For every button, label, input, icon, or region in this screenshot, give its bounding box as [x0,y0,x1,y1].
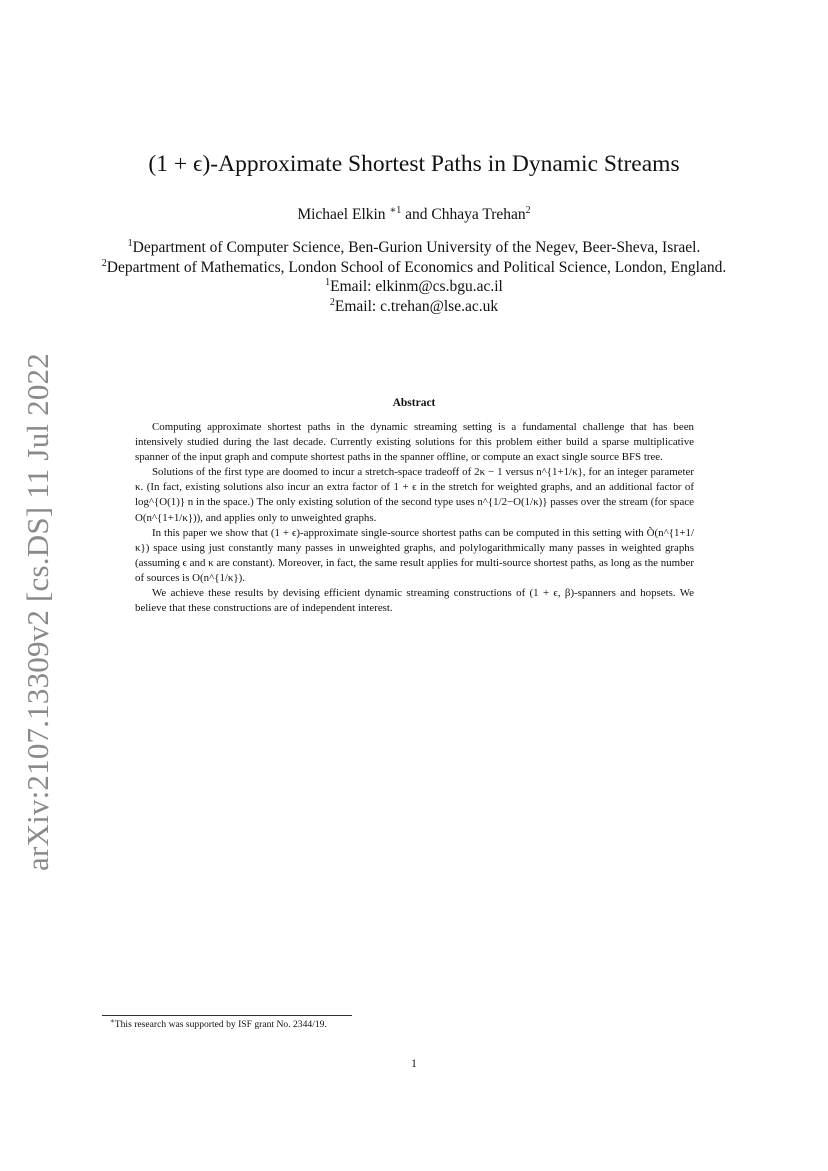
affiliation-mark: 1 [325,276,331,288]
abstract-heading: Abstract [392,397,436,409]
paper-title: (1 + ϵ)-Approximate Shortest Paths in Dynamic Streams [148,151,680,177]
arxiv-identifier-stamp: arXiv:2107.13309v2 [cs.DS] 11 Jul 2022 [20,353,55,871]
abstract-paragraph: Computing approximate shortest paths in the dynamic streaming setting is a fundamental challenge that has been intensively studied during the last decade. Currently existing solutions for this problem either build a sparse multiplicative spanner of the input graph and compute shortest paths in the spanner offline, or compute an exact single source BFS tree. [135,421,694,464]
affiliation-text: Department of Mathematics, London School of Economics and Political Science, London, England. [106,258,727,276]
abstract-paragraph: Solutions of the first type are doomed to incur a stretch-space tradeoff of 2κ − 1 versus n^{1+1/κ}, for an integer parameter κ. (In fact, existing solutions also incur an extra factor of 1 + ϵ in the stretch for weighted graphs, and an additional factor of log^{O(1)} n in the space.) The only existing solution of the second type uses n^{1/2−O(1/κ)} passes over the stream (for space O(n^{1+1/κ})), and applies only to unweighted graphs. [135,466,694,524]
footnote-mark: ∗ [110,1016,115,1025]
footnote [110,1018,327,1031]
abstract-paragraph: We achieve these results by devising efficient dynamic streaming constructions of (1 + ϵ, β)-spanners and hopsets. We believe that these constructions are of independent interest. [135,587,694,615]
footnote-text: This research was supported by ISF grant No. 2344/19. [114,1019,327,1030]
author-conjunction: and [405,206,428,223]
affiliation-text: Department of Computer Science, Ben-Gurion University of the Negev, Beer-Sheva, Israel. [132,239,701,256]
abstract-paragraph: In this paper we show that (1 + ϵ)-approximate single-source shortest paths can be computed in this setting with Õ(n^{1+1/κ}) space using just constantly many passes in unweighted graphs, and polylogarithmically many passes in weighted graphs (assuming ϵ and κ are constant). Moreover, in fact, the same result applies for multi-source shortest paths, as long as the number of sources is O(n^{1/κ}). [135,526,694,584]
author-line [0,204,828,226]
affiliation-line [100,238,728,258]
author-name: Chhaya Trehan [431,206,526,223]
affiliation-mark: 1 [127,237,133,249]
author-name: Michael Elkin [297,206,386,223]
affiliations-block [100,238,728,316]
footnote-divider [102,1015,352,1016]
email-line [100,277,728,297]
affiliation-mark: 2 [329,296,335,308]
page-number: 1 [411,1058,417,1070]
email-text: Email: elkinm@cs.bgu.ac.il [330,278,503,295]
affiliation-mark: 2 [101,257,107,269]
affiliation-line [100,258,728,278]
email-text: Email: c.trehan@lse.ac.uk [334,297,499,315]
abstract-body [135,420,694,616]
email-line [100,297,728,317]
author-affiliation-mark: ∗1 [389,204,402,216]
author-affiliation-mark: 2 [525,204,531,216]
